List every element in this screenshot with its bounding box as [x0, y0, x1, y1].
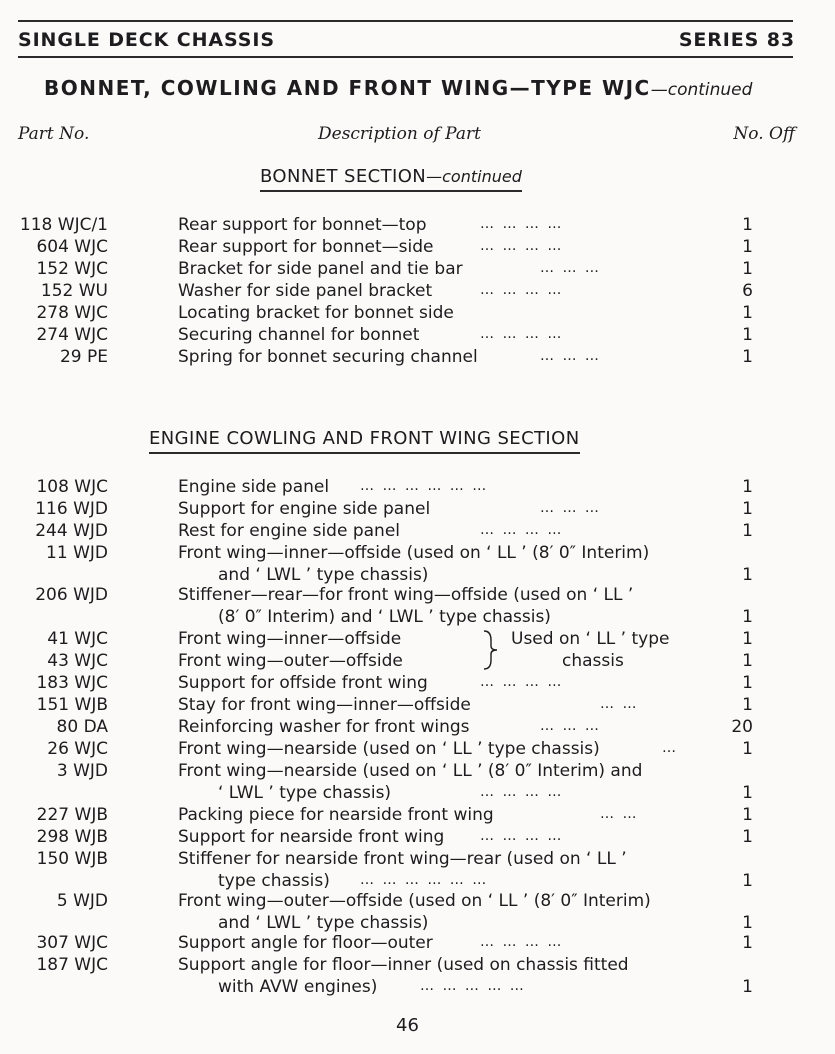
quantity: 1 — [742, 629, 753, 649]
title-main: BONNET, COWLING AND FRONT WING—TYPE WJC — [44, 76, 651, 100]
section-heading-cowling — [149, 428, 580, 454]
leader-dots: … … … … … … — [360, 478, 489, 494]
part-description-continued: and ‘ LWL ’ type chassis) — [218, 913, 429, 933]
quantity: 1 — [742, 827, 753, 847]
leader-dots: … … … … — [480, 326, 564, 342]
row-line — [0, 932, 835, 954]
quantity: 1 — [742, 871, 753, 891]
leader-dots: … … … … — [480, 522, 564, 538]
row-line — [0, 672, 835, 694]
part-number: 41 WJC — [47, 629, 108, 649]
quantity: 6 — [742, 281, 753, 301]
part-number: 11 WJD — [46, 543, 108, 563]
part-number: 29 PE — [59, 347, 108, 367]
part-number: 298 WJB — [36, 827, 108, 847]
quantity: 1 — [742, 805, 753, 825]
part-number: 150 WJB — [36, 849, 108, 869]
part-description: Stiffener—rear—for front wing—offside (used on ‘ LL ’ — [178, 585, 634, 605]
brace-icon — [480, 628, 500, 672]
row-line — [0, 650, 835, 672]
part-number: 183 WJC — [36, 673, 108, 693]
quantity: 1 — [742, 499, 753, 519]
quantity: 1 — [742, 695, 753, 715]
row-line-continued — [0, 564, 835, 586]
row-line — [0, 214, 835, 236]
quantity: 20 — [731, 717, 753, 737]
row-line — [0, 738, 835, 760]
row-line — [0, 716, 835, 738]
part-description: Support for nearside front wing — [178, 827, 445, 847]
part-description: Front wing—outer—offside — [178, 651, 403, 671]
part-number: 118 WJC/1 — [19, 215, 108, 235]
part-description: Rear support for bonnet—top — [178, 215, 427, 235]
part-description: Washer for side panel bracket — [178, 281, 433, 301]
row-line-continued — [0, 606, 835, 628]
header-rule — [18, 56, 793, 58]
part-description: Front wing—inner—offside — [178, 629, 402, 649]
quantity: 1 — [742, 477, 753, 497]
quantity: 1 — [742, 607, 753, 627]
part-description-continued: ‘ LWL ’ type chassis) — [218, 783, 392, 803]
section-heading-text: BONNET SECTION — [260, 166, 427, 187]
column-desc-header: Description of Part — [318, 124, 481, 144]
part-description: Packing piece for nearside front wing — [178, 805, 494, 825]
leader-dots: … … … — [540, 500, 601, 516]
part-description: Front wing—nearside (used on ‘ LL ’ (8′ 0″ Interim) and — [178, 761, 643, 781]
row-line — [0, 324, 835, 346]
row-line — [0, 890, 835, 912]
part-description-continued: and ‘ LWL ’ type chassis) — [218, 565, 429, 585]
row-line — [0, 520, 835, 542]
part-description: Rest for engine side panel — [178, 521, 400, 541]
brace-note-line2: chassis — [562, 651, 624, 671]
part-number: 152 WJC — [36, 259, 108, 279]
part-number: 278 WJC — [36, 303, 108, 323]
part-number: 307 WJC — [36, 933, 108, 953]
row-line — [0, 694, 835, 716]
leader-dots: … … … … — [480, 828, 564, 844]
part-description-continued: type chassis) — [218, 871, 330, 891]
part-description: Stay for front wing—inner—offside — [178, 695, 471, 715]
leader-dots: … … … — [540, 260, 601, 276]
row-line — [0, 826, 835, 848]
part-description: Front wing—nearside (used on ‘ LL ’ type chassis) — [178, 739, 600, 759]
section-heading-bonnet — [260, 166, 522, 192]
title-suffix: —continued — [650, 80, 753, 100]
part-number: 108 WJC — [36, 477, 108, 497]
part-number: 3 WJD — [56, 761, 108, 781]
leader-dots: … … … … … — [420, 978, 526, 994]
leader-dots: … … … … … … — [360, 872, 489, 888]
row-line — [0, 628, 835, 650]
row-line — [0, 584, 835, 606]
part-number: 152 WU — [40, 281, 108, 301]
leader-dots: … … … — [540, 348, 601, 364]
leader-dots: … — [662, 740, 678, 756]
row-line — [0, 848, 835, 870]
row-line — [0, 346, 835, 368]
top-rule — [18, 20, 793, 22]
quantity: 1 — [742, 673, 753, 693]
quantity: 1 — [742, 913, 753, 933]
part-description: Front wing—outer—offside (used on ‘ LL ’ (8′ 0″ Interim) — [178, 891, 651, 911]
part-description: Locating bracket for bonnet side — [178, 303, 454, 323]
part-number: 227 WJB — [36, 805, 108, 825]
row-line-continued — [0, 912, 835, 934]
section-heading-text: ENGINE COWLING AND FRONT WING SECTION — [149, 428, 580, 449]
row-line — [0, 954, 835, 976]
header-title: SINGLE DECK CHASSIS — [18, 29, 275, 51]
row-line — [0, 542, 835, 564]
leader-dots: … … … … — [480, 282, 564, 298]
quantity: 1 — [742, 933, 753, 953]
quantity: 1 — [742, 521, 753, 541]
leader-dots: … … … … — [480, 934, 564, 950]
quantity: 1 — [742, 347, 753, 367]
quantity: 1 — [742, 651, 753, 671]
quantity: 1 — [742, 783, 753, 803]
leader-dots: … … … … — [480, 216, 564, 232]
column-part-header: Part No. — [18, 124, 90, 144]
part-number: 206 WJD — [35, 585, 108, 605]
leader-dots: … … … … — [480, 784, 564, 800]
leader-dots: … … … … — [480, 674, 564, 690]
part-description: Spring for bonnet securing channel — [178, 347, 478, 367]
leader-dots: … … — [600, 806, 639, 822]
quantity: 1 — [742, 303, 753, 323]
quantity: 1 — [742, 215, 753, 235]
part-description: Front wing—inner—offside (used on ‘ LL ’ (8′ 0″ Interim) — [178, 543, 650, 563]
row-line — [0, 258, 835, 280]
part-number: 244 WJD — [35, 521, 108, 541]
part-number: 151 WJB — [36, 695, 108, 715]
row-line — [0, 804, 835, 826]
part-description: Support for offside front wing — [178, 673, 428, 693]
page-number: 46 — [396, 1015, 419, 1036]
header-series: SERIES 83 — [678, 29, 795, 51]
part-number: 274 WJC — [36, 325, 108, 345]
part-description: Bracket for side panel and tie bar — [178, 259, 463, 279]
part-description: Securing channel for bonnet — [178, 325, 420, 345]
leader-dots: … … … … — [480, 238, 564, 254]
part-description: Support for engine side panel — [178, 499, 431, 519]
part-description: Engine side panel — [178, 477, 330, 497]
part-description: Support angle for floor—inner (used on chassis fitted — [178, 955, 629, 975]
part-description: Support angle for floor—outer — [178, 933, 433, 953]
part-number: 116 WJD — [35, 499, 108, 519]
part-number: 5 WJD — [56, 891, 108, 911]
row-line — [0, 498, 835, 520]
column-qty-header: No. Off — [733, 124, 795, 144]
part-description-continued: with AVW engines) — [218, 977, 378, 997]
leader-dots: … … … — [540, 718, 601, 734]
quantity: 1 — [742, 259, 753, 279]
section-heading-suffix: —continued — [426, 167, 522, 186]
quantity: 1 — [742, 739, 753, 759]
row-line — [0, 302, 835, 324]
part-number: 43 WJC — [47, 651, 108, 671]
row-line-continued — [0, 976, 835, 998]
quantity: 1 — [742, 977, 753, 997]
row-line-continued — [0, 782, 835, 804]
part-description: Rear support for bonnet—side — [178, 237, 434, 257]
row-line — [0, 760, 835, 782]
part-description: Reinforcing washer for front wings — [178, 717, 470, 737]
quantity: 1 — [742, 237, 753, 257]
part-number: 26 WJC — [47, 739, 108, 759]
quantity: 1 — [742, 565, 753, 585]
row-line — [0, 280, 835, 302]
part-number: 80 DA — [56, 717, 108, 737]
part-description-continued: (8′ 0″ Interim) and ‘ LWL ’ type chassis) — [218, 607, 551, 627]
brace-note-line1: Used on ‘ LL ’ type — [511, 629, 670, 649]
part-description: Stiffener for nearside front wing—rear (used on ‘ LL ’ — [178, 849, 627, 869]
leader-dots: … … — [600, 696, 639, 712]
row-line — [0, 236, 835, 258]
part-number: 604 WJC — [36, 237, 108, 257]
part-number: 187 WJC — [36, 955, 108, 975]
quantity: 1 — [742, 325, 753, 345]
page-title — [44, 76, 752, 100]
